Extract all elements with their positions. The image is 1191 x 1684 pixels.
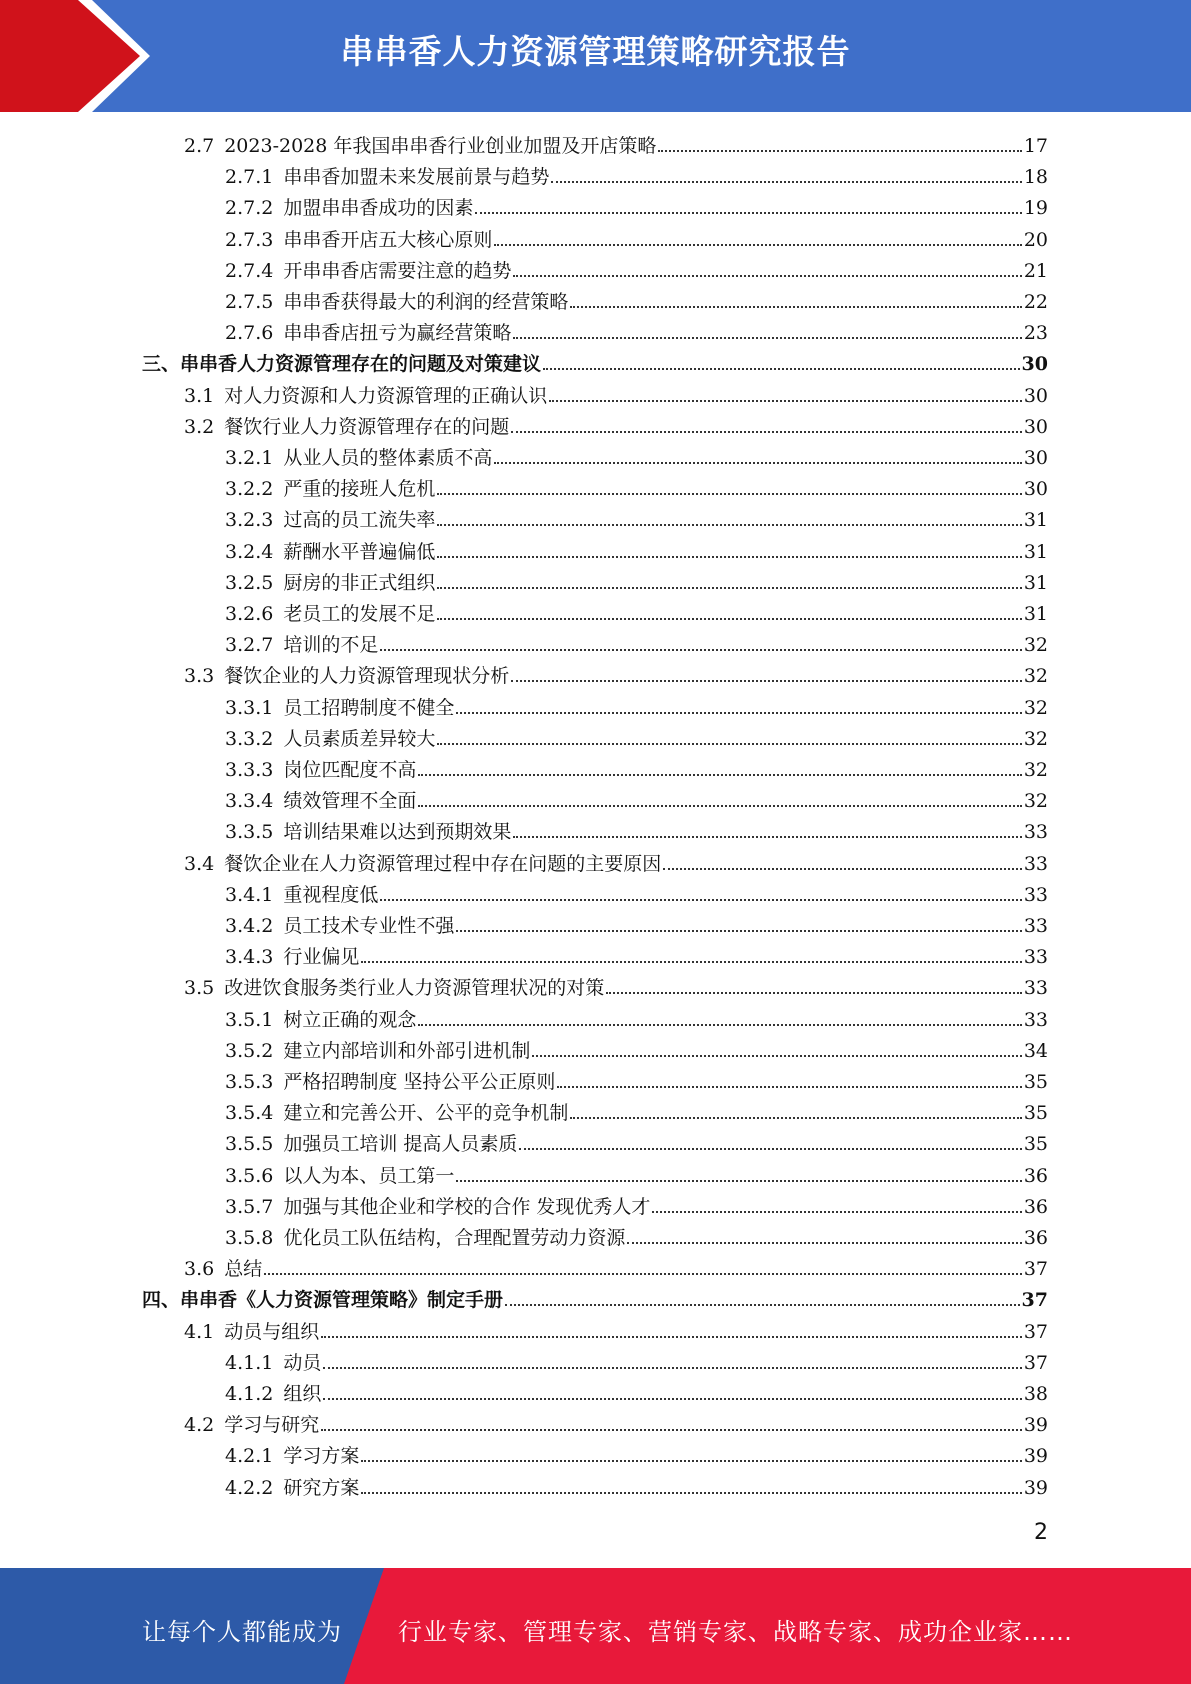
toc-entry-page: 33 — [1023, 915, 1048, 937]
toc-entry-number: 3.4.3 — [225, 946, 274, 969]
toc-leader-dots — [557, 1086, 1021, 1088]
toc-leader-dots — [627, 1242, 1021, 1244]
toc-entry[interactable] — [142, 409, 1048, 439]
toc-leader-dots — [513, 275, 1021, 277]
toc-entry-title: 四、串串香《人力资源管理策略》制定手册 — [142, 1289, 504, 1312]
toc-entry[interactable] — [142, 877, 1048, 907]
toc-entry-page: 20 — [1023, 228, 1048, 251]
page-number: 2 — [1034, 1520, 1048, 1545]
toc-entry-title: 学习与研究 — [224, 1414, 320, 1437]
toc-leader-dots — [437, 524, 1021, 526]
toc-entry[interactable] — [142, 440, 1048, 470]
toc-entry-title: 餐饮企业在人力资源管理过程中存在问题的主要原因 — [224, 852, 662, 875]
toc-entry-number: 3.2.7 — [225, 634, 274, 657]
toc-entry-number: 3.2.5 — [225, 571, 274, 594]
toc-entry-number: 4.2.2 — [225, 1476, 274, 1499]
toc-entry-number: 2.7 — [184, 135, 215, 157]
toc-entry-title: 动员 — [283, 1351, 322, 1374]
toc-entry-title: 串串香加盟未来发展前景与趋势 — [283, 166, 550, 189]
toc-entry[interactable] — [142, 1126, 1048, 1156]
toc-leader-dots — [456, 930, 1021, 932]
toc-entry[interactable] — [142, 1282, 1048, 1312]
toc-entry[interactable] — [142, 814, 1048, 844]
toc-leader-dots — [511, 680, 1022, 682]
toc-leader-dots — [606, 992, 1022, 994]
toc-leader-dots — [475, 212, 1021, 214]
toc-entry-number: 4.2.1 — [225, 1445, 274, 1468]
toc-entry-title: 加强与其他企业和学校的合作 发现优秀人才 — [283, 1195, 651, 1218]
toc-leader-dots — [658, 150, 1021, 152]
toc-entry-title: 加盟串串香成功的因素 — [283, 197, 474, 220]
toc-entry-title: 串串香获得最大的利润的经营策略 — [283, 291, 569, 313]
toc-leader-dots — [549, 400, 1022, 402]
page-header — [0, 0, 1191, 112]
toc-entry-page: 34 — [1023, 1039, 1048, 1062]
toc-entry-number: 3.4.2 — [225, 915, 274, 937]
toc-entry-title: 三、串串香人力资源管理存在的问题及对策建议 — [142, 353, 542, 376]
toc-entry-title: 组织 — [283, 1383, 322, 1405]
toc-entry-title: 串串香开店五大核心原则 — [283, 228, 493, 251]
toc-entry-title: 优化员工队伍结构，合理配置劳动力资源 — [283, 1227, 626, 1249]
toc-entry-title: 学习方案 — [283, 1445, 360, 1468]
toc-entry-page: 32 — [1023, 665, 1048, 688]
toc-entry-number: 3.3.2 — [225, 727, 274, 750]
toc-entry-page: 32 — [1023, 790, 1048, 813]
page-footer — [0, 1568, 1191, 1684]
toc-entry[interactable] — [142, 783, 1048, 813]
toc-entry-page: 33 — [1023, 946, 1048, 969]
toc-entry[interactable] — [142, 970, 1048, 1000]
toc-entry-page: 32 — [1023, 727, 1048, 750]
toc-entry-number: 3.2.2 — [225, 478, 274, 501]
toc-entry-page: 30 — [1023, 415, 1048, 438]
toc-entry-title: 重视程度低 — [283, 883, 379, 906]
toc-entry-title: 绩效管理不全面 — [283, 790, 417, 813]
toc-entry[interactable] — [142, 690, 1048, 720]
toc-entry[interactable] — [142, 596, 1048, 626]
toc-leader-dots — [511, 431, 1022, 433]
toc-entry-page: 21 — [1023, 259, 1048, 282]
toc-entry-number: 3.5.1 — [225, 1008, 274, 1031]
toc-entry-number: 3.2.4 — [225, 540, 274, 563]
toc-leader-dots — [264, 1273, 1022, 1275]
toc-entry-title: 过高的员工流失率 — [283, 509, 436, 532]
toc-entry[interactable] — [142, 1407, 1048, 1437]
toc-entry-page: 32 — [1023, 696, 1048, 719]
toc-entry-number: 3.3.4 — [225, 790, 274, 813]
toc-entry[interactable] — [142, 627, 1048, 657]
toc-entry-page: 23 — [1023, 322, 1048, 345]
toc-entry[interactable] — [142, 658, 1048, 688]
toc-entry-page: 36 — [1023, 1164, 1048, 1187]
toc-entry-number: 3.5.6 — [225, 1164, 274, 1187]
toc-entry-number: 3.5.8 — [225, 1227, 274, 1249]
toc-entry-number: 3.1 — [184, 384, 215, 407]
toc-entry-number: 3.6 — [184, 1258, 215, 1281]
toc-entry[interactable] — [142, 565, 1048, 595]
toc-leader-dots — [418, 1024, 1021, 1026]
toc-entry-page: 39 — [1023, 1414, 1048, 1437]
toc-entry[interactable] — [142, 222, 1048, 252]
toc-entry-title: 薪酬水平普遍偏低 — [283, 540, 436, 563]
toc-entry-page: 37 — [1023, 1320, 1048, 1343]
toc-leader-dots — [321, 1429, 1022, 1431]
toc-leader-dots — [437, 556, 1021, 558]
toc-leader-dots — [663, 868, 1022, 870]
toc-entry[interactable] — [142, 1189, 1048, 1219]
toc-entry-number: 3.5.7 — [225, 1195, 274, 1218]
toc-entry[interactable] — [142, 128, 1048, 158]
toc-leader-dots — [437, 493, 1021, 495]
toc-entry-number: 3.3.3 — [225, 759, 274, 781]
toc-entry[interactable] — [142, 378, 1048, 408]
toc-entry-page: 22 — [1023, 291, 1048, 313]
toc-entry[interactable] — [142, 284, 1048, 314]
toc-entry-number: 3.4 — [184, 852, 215, 875]
toc-leader-dots — [437, 743, 1021, 745]
toc-entry-number: 4.1 — [184, 1320, 215, 1343]
toc-entry[interactable] — [142, 721, 1048, 751]
toc-leader-dots — [380, 899, 1021, 901]
toc-leader-dots — [513, 836, 1021, 838]
toc-entry-title: 对人力资源和人力资源管理的正确认识 — [224, 384, 548, 407]
toc-entry-title: 改进饮食服务类行业人力资源管理状况的对策 — [224, 977, 605, 1000]
toc-entry-page: 30 — [1023, 447, 1048, 469]
toc-leader-dots — [437, 587, 1021, 589]
toc-entry-page: 33 — [1023, 977, 1048, 1000]
toc-entry-number: 2.7.5 — [225, 291, 274, 313]
toc-entry-number: 2.7.6 — [225, 322, 274, 345]
toc-entry-title: 行业偏见 — [283, 946, 360, 969]
toc-entry-title: 从业人员的整体素质不高 — [283, 447, 493, 469]
toc-leader-dots — [361, 1460, 1021, 1462]
toc-entry-page: 39 — [1023, 1476, 1048, 1499]
toc-entry-title: 研究方案 — [283, 1476, 360, 1499]
toc-entry-number: 3.5 — [184, 977, 215, 1000]
toc-entry-page: 37 — [1023, 1258, 1048, 1281]
toc-entry-page: 33 — [1023, 821, 1048, 844]
toc-entry-number: 2.7.4 — [225, 259, 274, 282]
toc-entry[interactable] — [142, 346, 1048, 376]
toc-entry-page: 35 — [1023, 1133, 1048, 1156]
toc-entry-number: 3.3.5 — [225, 821, 274, 844]
toc-entry-page: 36 — [1023, 1195, 1048, 1218]
footer-slogan-left: 让每个人都能成为 — [142, 1618, 342, 1646]
toc-leader-dots — [380, 649, 1021, 651]
toc-leader-dots — [494, 462, 1021, 464]
toc-entry-page: 30 — [1023, 478, 1048, 501]
toc-entry-number: 3.2.6 — [225, 603, 274, 625]
toc-entry[interactable] — [142, 1002, 1048, 1032]
toc-entry-number: 3.2.1 — [225, 447, 274, 469]
toc-entry[interactable] — [142, 534, 1048, 564]
toc-entry-number: 3.5.3 — [225, 1071, 274, 1093]
toc-entry-page: 37 — [1021, 1289, 1048, 1312]
toc-entry-number: 3.2 — [184, 415, 215, 438]
toc-entry-title: 严格招聘制度 坚持公平公正原则 — [283, 1071, 556, 1093]
toc-entry-page: 17 — [1023, 135, 1048, 157]
toc-entry-number: 2.7.1 — [225, 166, 274, 189]
toc-leader-dots — [532, 1055, 1021, 1057]
toc-entry[interactable] — [142, 1314, 1048, 1344]
toc-entry[interactable] — [142, 315, 1048, 345]
toc-leader-dots — [494, 244, 1021, 246]
toc-entry-page: 30 — [1023, 384, 1048, 407]
toc-entry-title: 树立正确的观念 — [283, 1008, 417, 1031]
toc-leader-dots — [437, 618, 1021, 620]
toc-entry-title: 员工技术专业性不强 — [283, 915, 455, 937]
toc-entry[interactable] — [142, 1438, 1048, 1468]
toc-entry-title: 培训的不足 — [283, 634, 379, 657]
toc-entry[interactable] — [142, 846, 1048, 876]
toc-entry-page: 31 — [1023, 540, 1048, 563]
toc-entry[interactable] — [142, 1470, 1048, 1500]
toc-entry-page: 31 — [1023, 509, 1048, 532]
toc-leader-dots — [456, 1180, 1021, 1182]
toc-entry-number: 2.7.3 — [225, 228, 274, 251]
toc-entry[interactable] — [142, 1220, 1048, 1250]
footer-slogan-right: 行业专家、管理专家、营销专家、战略专家、成功企业家…… — [398, 1618, 1073, 1646]
toc-leader-dots — [418, 774, 1021, 776]
toc-entry[interactable] — [142, 939, 1048, 969]
toc-leader-dots — [519, 1148, 1021, 1150]
toc-entry-page: 33 — [1023, 852, 1048, 875]
toc-leader-dots — [456, 712, 1021, 714]
toc-entry[interactable] — [142, 1033, 1048, 1063]
toc-entry-page: 19 — [1023, 197, 1048, 220]
toc-entry-page: 36 — [1023, 1227, 1048, 1249]
toc-entry-title: 以人为本、员工第一 — [283, 1164, 455, 1187]
toc-entry[interactable] — [142, 253, 1048, 283]
toc-entry[interactable] — [142, 1064, 1048, 1094]
toc-entry-number: 3.4.1 — [225, 883, 274, 906]
toc-entry-title: 人员素质差异较大 — [283, 727, 436, 750]
toc-entry-title: 开串串香店需要注意的趋势 — [283, 259, 512, 282]
toc-entry-title: 老员工的发展不足 — [283, 603, 436, 625]
toc-entry-number: 3.5.5 — [225, 1133, 274, 1156]
toc-entry-title: 岗位匹配度不高 — [283, 759, 417, 781]
toc-entry-title: 培训结果难以达到预期效果 — [283, 821, 512, 844]
toc-entry[interactable] — [142, 1095, 1048, 1125]
toc-leader-dots — [321, 1336, 1022, 1338]
toc-entry-title: 总结 — [224, 1258, 263, 1281]
toc-entry-title: 加强员工培训 提高人员素质 — [283, 1133, 518, 1156]
toc-entry-number: 3.3 — [184, 665, 215, 688]
toc-entry[interactable] — [142, 752, 1048, 782]
toc-entry[interactable] — [142, 190, 1048, 220]
toc-entry-number: 3.2.3 — [225, 509, 274, 532]
toc-leader-dots — [361, 1492, 1021, 1494]
toc-entry-page: 33 — [1023, 883, 1048, 906]
toc-entry[interactable] — [142, 502, 1048, 532]
toc-entry-page: 32 — [1023, 759, 1048, 781]
toc-entry-number: 4.2 — [184, 1414, 215, 1437]
toc-entry-title: 餐饮企业的人力资源管理现状分析 — [224, 665, 510, 688]
toc-entry-number: 3.3.1 — [225, 696, 274, 719]
toc-leader-dots — [570, 1117, 1021, 1119]
toc-leader-dots — [418, 805, 1021, 807]
toc-entry-title: 严重的接班人危机 — [283, 478, 436, 501]
toc-leader-dots — [361, 961, 1021, 963]
toc-entry-page: 38 — [1023, 1383, 1048, 1405]
toc-entry-title: 厨房的非正式组织 — [283, 571, 436, 594]
toc-entry[interactable] — [142, 908, 1048, 938]
toc-entry-page: 31 — [1023, 571, 1048, 594]
toc-entry-page: 32 — [1023, 634, 1048, 657]
toc-leader-dots — [570, 306, 1021, 308]
toc-entry-page: 35 — [1023, 1071, 1048, 1093]
report-title: 串串香人力资源管理策略研究报告 — [340, 32, 851, 71]
toc-entry[interactable] — [142, 471, 1048, 501]
toc-entry-page: 39 — [1023, 1445, 1048, 1468]
toc-entry-number: 4.1.1 — [225, 1351, 274, 1374]
toc-entry-title: 建立和完善公开、公平的竞争机制 — [283, 1102, 569, 1125]
toc-leader-dots — [543, 368, 1020, 370]
toc-entry-title: 餐饮行业人力资源管理存在的问题 — [224, 415, 510, 438]
toc-entry-title: 2023-2028 年我国串串香行业创业加盟及开店策略 — [224, 135, 657, 157]
toc-entry[interactable] — [142, 1345, 1048, 1375]
toc-entry-title: 员工招聘制度不健全 — [283, 696, 455, 719]
toc-entry-page: 33 — [1023, 1008, 1048, 1031]
toc-entry-page: 31 — [1023, 603, 1048, 625]
toc-entry-page: 37 — [1023, 1351, 1048, 1374]
toc-entry-title: 串串香店扭亏为赢经营策略 — [283, 322, 512, 345]
toc-leader-dots — [652, 1211, 1021, 1213]
toc-entry-number: 4.1.2 — [225, 1383, 274, 1405]
toc-entry-page: 35 — [1023, 1102, 1048, 1125]
toc-leader-dots — [323, 1367, 1021, 1369]
toc-entry-number: 3.5.2 — [225, 1039, 274, 1062]
toc-entry-title: 建立内部培训和外部引进机制 — [283, 1039, 531, 1062]
toc-leader-dots — [513, 337, 1021, 339]
toc-entry[interactable] — [142, 1376, 1048, 1406]
toc-entry[interactable] — [142, 159, 1048, 189]
toc-entry-page: 18 — [1023, 166, 1048, 189]
toc-entry[interactable] — [142, 1158, 1048, 1188]
toc-entry-number: 3.5.4 — [225, 1102, 274, 1125]
toc-entry-page: 30 — [1021, 353, 1048, 376]
toc-entry-number: 2.7.2 — [225, 197, 274, 220]
toc-leader-dots — [323, 1398, 1021, 1400]
toc-leader-dots — [505, 1304, 1020, 1306]
toc-leader-dots — [551, 181, 1021, 183]
toc-entry[interactable] — [142, 1251, 1048, 1281]
toc-entry-title: 动员与组织 — [224, 1320, 320, 1343]
